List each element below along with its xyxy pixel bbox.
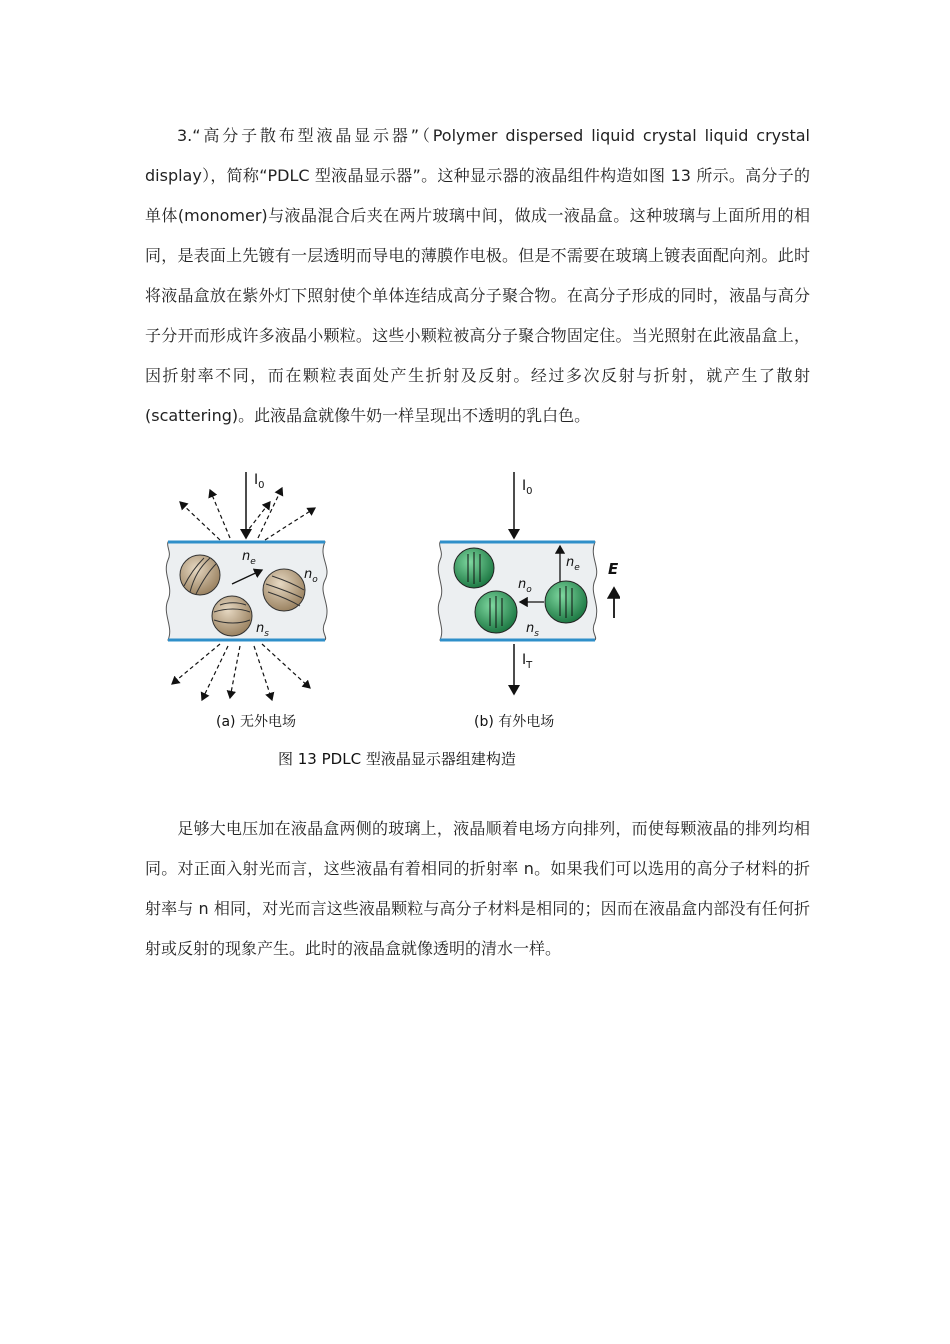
paragraph-with-field: 足够大电压加在液晶盒两侧的玻璃上，液晶顺着电场方向排列，而使每颗液晶的排列均相同。对正面入射光而言，这些液晶有着相同的折射率 n。如果我们可以选用的高分子材料的折射率与 n 相同，对光而言这些液晶颗粒与高分子材料是相同的；因而在液晶盒内部没有任何折射或反射的现象产生。此时的液晶盒就像透明的清水一样。 [145, 819, 810, 958]
svg-text:no: $n_o$ [518, 577, 532, 595]
droplet-b3 [545, 581, 587, 623]
figure-13-pdlc [150, 462, 620, 782]
paragraph-pdlc-intro: 3.“高分子散布型液晶显示器”（Polymer dispersed liquid crystal liquid crystal display），简称“PDLC 型液晶显示器”。这种显示器的液晶组件构造如图 13 所示。高分子的单体(monomer)与液晶混合后夹在两片玻璃中间，做成一液晶盒。这种玻璃与上面所用的相同，是表面上先镀有一层透明而导电的薄膜作电极。但是不需要在玻璃上镀表面配向剂。此时将液晶盒放在紫外灯下照射使个单体连结成高分子聚合物。在高分子形成的同时，液晶与高分子分开而形成许多液晶小颗粒。这些小颗粒被高分子聚合物固定住。当光照射在此液晶盒上，因折射率不同，而在颗粒表面处产生折射及反射。经过多次反射与折射，就产生了散射(scattering)。此液晶盒就像牛奶一样呈现出不透明的乳白色。 [145, 126, 810, 425]
field-label-E: E [608, 560, 619, 578]
droplet-b1 [454, 548, 494, 588]
droplet-a2 [263, 569, 305, 611]
svg-text:ns: $n_s$ [256, 621, 269, 639]
svg-text:ns: $n_s$ [526, 621, 539, 639]
svg-text:no: $n_o$ [304, 567, 318, 585]
scatter-arrows-top [180, 488, 315, 540]
pdlc-diagram [150, 462, 620, 782]
panel-with-field [438, 472, 619, 730]
droplet-b2 [475, 591, 517, 633]
svg-text:ne: $n_e$ [242, 549, 256, 567]
droplet-a3 [212, 596, 252, 636]
caption-b: (b) 有外电场 [474, 714, 555, 730]
svg-text:ne: $n_e$ [566, 555, 580, 573]
figure-title: 图 13 PDLC 型液晶显示器组建构造 [278, 750, 516, 768]
panel-no-field [166, 472, 327, 730]
svg-text:I0: $I_0$ [254, 472, 265, 491]
svg-text:I0: $I_0$ [522, 478, 533, 497]
droplet-a1 [180, 555, 220, 595]
caption-a: (a) 无外电场 [216, 714, 296, 730]
scatter-arrows-bottom [172, 644, 310, 700]
svg-text:IT: $I_T$ [522, 652, 533, 671]
